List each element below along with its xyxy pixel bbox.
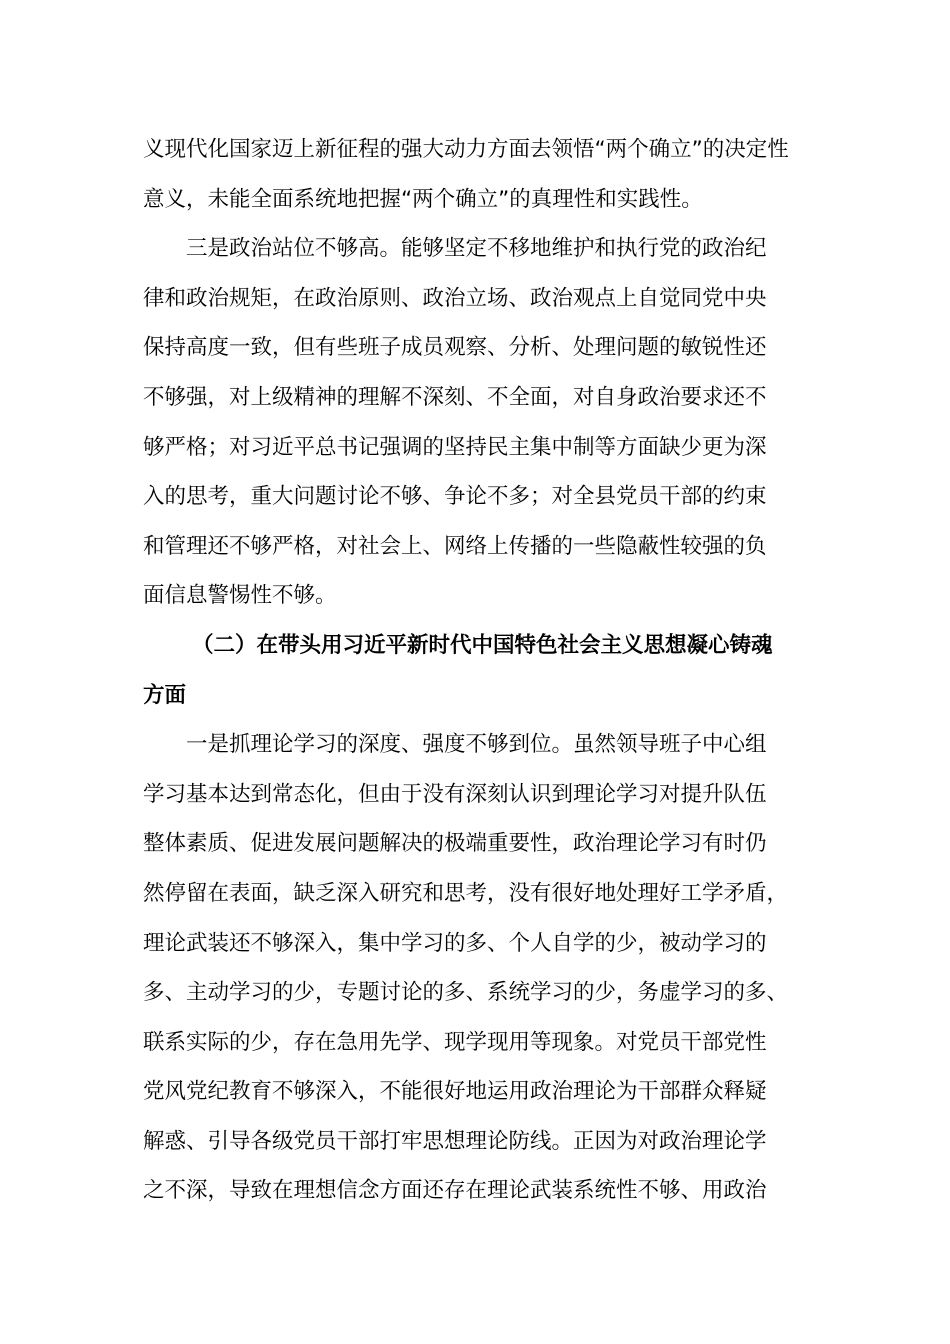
text-line: 不够强，对上级精神的理解不深刻、不全面，对自身政治要求还不 bbox=[143, 384, 767, 410]
text-line: 理论武装还不够深入，集中学习的多、个人自学的少，被动学习的 bbox=[143, 930, 767, 956]
text-line: 三是政治站位不够高。能够坚定不移地维护和执行党的政治纪 bbox=[186, 236, 767, 262]
text-line: 之不深，导致在理想信念方面还存在理论武装系统性不够、用政治 bbox=[143, 1178, 767, 1204]
text-line: 入的思考，重大问题讨论不够、争论不多；对全县党员干部的约束 bbox=[143, 484, 767, 510]
text-line: 解惑、引导各级党员干部打牢思想理论防线。正因为对政治理论学 bbox=[143, 1128, 767, 1154]
text-line: 一是抓理论学习的深度、强度不够到位。虽然领导班子中心组 bbox=[186, 732, 767, 758]
text-line: 面信息警惕性不够。 bbox=[143, 583, 337, 609]
text-line: 够严格；对习近平总书记强调的坚持民主集中制等方面缺少更为深 bbox=[143, 434, 767, 460]
text-line: 律和政治规矩，在政治原则、政治立场、政治观点上自觉同党中央 bbox=[143, 285, 767, 311]
paragraph-political-stance bbox=[143, 224, 813, 621]
text-line: 学习基本达到常态化，但由于没有深刻认识到理论学习对提升队伍 bbox=[143, 781, 767, 807]
section-heading bbox=[143, 621, 813, 720]
text-line: 多、主动学习的少，专题讨论的多、系统学习的少，务虚学习的多、 bbox=[143, 980, 789, 1006]
paragraph-theory-study bbox=[143, 720, 813, 1216]
heading-line: 方面 bbox=[143, 682, 187, 708]
text-line: 保持高度一致，但有些班子成员观察、分析、处理问题的敏锐性还 bbox=[143, 335, 767, 361]
text-line: 整体素质、促进发展问题解决的极端重要性，政治理论学习有时仍 bbox=[143, 831, 767, 857]
text-line: 联系实际的少，存在急用先学、现学现用等现象。对党员干部党性 bbox=[143, 1029, 767, 1055]
heading-line: （二）在带头用习近平新时代中国特色社会主义思想凝心铸魂 bbox=[192, 632, 773, 658]
text-line: 意义，未能全面系统地把握“两个确立”的真理性和实践性。 bbox=[143, 186, 703, 212]
document-body bbox=[143, 125, 813, 1216]
text-line: 然停留在表面，缺乏深入研究和思考，没有很好地处理好工学矛盾， bbox=[143, 880, 789, 906]
paragraph-continuation bbox=[143, 125, 813, 224]
text-line: 义现代化国家迈上新征程的强大动力方面去领悟“两个确立”的决定性 bbox=[143, 137, 789, 162]
text-line: 和管理还不够严格，对社会上、网络上传播的一些隐蔽性较强的负 bbox=[143, 533, 767, 559]
text-line: 党风党纪教育不够深入，不能很好地运用政治理论为干部群众释疑 bbox=[143, 1079, 767, 1105]
